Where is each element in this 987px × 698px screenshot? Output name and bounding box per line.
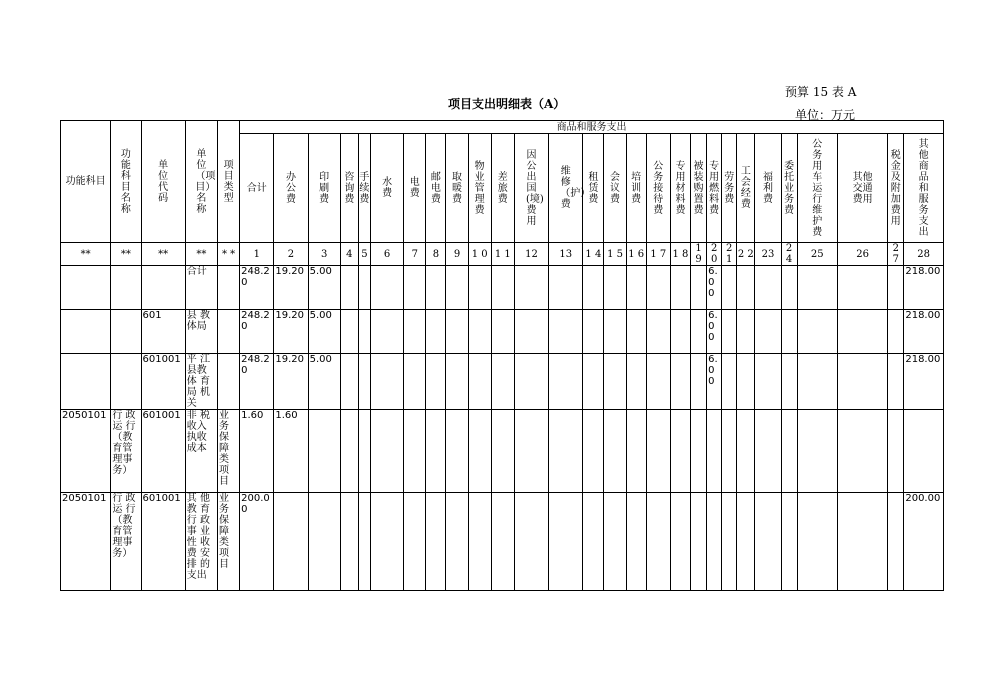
column-number: 1 xyxy=(240,243,274,266)
table-cell xyxy=(737,310,755,354)
table-cell xyxy=(583,266,604,310)
column-number: 1 0 xyxy=(468,243,491,266)
table-cell xyxy=(781,266,797,310)
header-label: 会议费 xyxy=(610,171,621,205)
table-cell xyxy=(797,310,837,354)
table-cell xyxy=(491,310,514,354)
table-cell xyxy=(468,266,491,310)
table-cell xyxy=(670,410,690,493)
table-cell: 6. 00 xyxy=(707,266,722,310)
column-number: 6 xyxy=(370,243,403,266)
table-cell xyxy=(646,493,670,591)
table-cell xyxy=(61,266,111,310)
header-label: 合计 xyxy=(246,182,267,194)
table-cell xyxy=(549,493,583,591)
column-number: 2 4 xyxy=(781,243,797,266)
column-number: 9 xyxy=(446,243,468,266)
expense-table xyxy=(60,120,944,591)
header-cell xyxy=(404,134,426,243)
table-cell xyxy=(358,410,370,493)
table-cell xyxy=(646,410,670,493)
table-cell xyxy=(737,266,755,310)
header-cell xyxy=(185,121,217,243)
unit-label: 单位：万元 xyxy=(795,108,856,122)
column-number: 5 xyxy=(358,243,370,266)
table-cell xyxy=(646,310,670,354)
table-cell: 2050101 xyxy=(61,493,111,591)
table-cell xyxy=(446,354,468,410)
header-cell xyxy=(340,134,358,243)
table-cell xyxy=(888,266,904,310)
header-label: 邮电费 xyxy=(430,171,441,205)
table-cell xyxy=(514,310,548,354)
table-cell xyxy=(755,354,781,410)
header-label: 因公出国(境)费用 xyxy=(525,149,544,227)
table-cell: 248.20 xyxy=(240,266,274,310)
table-cell xyxy=(888,493,904,591)
table-cell xyxy=(837,493,887,591)
header-cell xyxy=(604,134,626,243)
table-cell xyxy=(61,310,111,354)
table-cell xyxy=(446,493,468,591)
header-label: 印刷费 xyxy=(319,171,330,205)
header-cell xyxy=(274,134,308,243)
table-cell xyxy=(308,410,340,493)
table-cell xyxy=(797,493,837,591)
header-label: 电费 xyxy=(409,177,420,199)
table-cell: 5.00 xyxy=(308,354,340,410)
table-cell xyxy=(514,410,548,493)
table-row xyxy=(61,266,944,310)
column-number: 1 6 xyxy=(626,243,646,266)
table-cell xyxy=(583,354,604,410)
header-label: 物业管理费 xyxy=(474,160,485,216)
header-cell xyxy=(670,134,690,243)
table-cell xyxy=(491,354,514,410)
column-number: ** xyxy=(61,243,111,266)
table-cell: 218.00 xyxy=(904,354,944,410)
header-label: 税金及附加费用 xyxy=(890,149,901,227)
table-cell xyxy=(468,354,491,410)
table-cell xyxy=(722,266,737,310)
table-cell xyxy=(755,493,781,591)
column-number: * * xyxy=(218,243,240,266)
header-cell xyxy=(446,134,468,243)
table-cell xyxy=(274,493,308,591)
column-number: 1 8 xyxy=(670,243,690,266)
table-cell: 5.00 xyxy=(308,310,340,354)
header-cell xyxy=(722,134,737,243)
table-cell: 248.20 xyxy=(240,354,274,410)
header-cell xyxy=(691,134,707,243)
table-cell xyxy=(549,266,583,310)
table-cell: 2050101 xyxy=(61,410,111,493)
table-cell: 6. 00 xyxy=(707,354,722,410)
column-number: 2 7 xyxy=(888,243,904,266)
header-label: 公务用车运行维护费 xyxy=(812,138,823,238)
column-number: 1 1 xyxy=(491,243,514,266)
column-number: 7 xyxy=(404,243,426,266)
table-cell xyxy=(491,493,514,591)
header-label: 专用燃料费 xyxy=(709,160,720,216)
table-cell xyxy=(583,493,604,591)
header-label: 功能科目名称 xyxy=(120,148,131,215)
table-cell xyxy=(141,266,185,310)
header-label: 手续费 xyxy=(359,171,370,205)
table-cell xyxy=(370,266,403,310)
table-cell xyxy=(426,310,446,354)
table-cell: 县 教 体局 xyxy=(185,310,217,354)
header-label: 水费 xyxy=(382,177,393,199)
table-cell xyxy=(468,493,491,591)
column-number: 2 1 xyxy=(722,243,737,266)
header-cell xyxy=(468,134,491,243)
header-cell xyxy=(308,134,340,243)
table-cell xyxy=(904,410,944,493)
table-cell xyxy=(722,310,737,354)
table-cell xyxy=(626,354,646,410)
table-cell: 601001 xyxy=(141,354,185,410)
table-cell xyxy=(707,493,722,591)
table-cell xyxy=(370,354,403,410)
category-band: 商品和服务支出 xyxy=(240,121,944,134)
table-cell xyxy=(340,410,358,493)
header-cell xyxy=(707,134,722,243)
table-row xyxy=(61,354,944,410)
table-cell: 行 政 运 行（教 育管 理事 务） xyxy=(111,493,141,591)
table-cell xyxy=(837,410,887,493)
table-cell xyxy=(583,310,604,354)
header-label: 咨询费 xyxy=(344,171,355,205)
table-cell xyxy=(426,493,446,591)
table-cell xyxy=(404,310,426,354)
table-cell xyxy=(626,310,646,354)
table-cell xyxy=(604,410,626,493)
table-cell xyxy=(626,266,646,310)
table-cell xyxy=(781,410,797,493)
header-cell xyxy=(797,134,837,243)
column-number: 3 xyxy=(308,243,340,266)
table-cell xyxy=(61,354,111,410)
column-number: 1 7 xyxy=(646,243,670,266)
header-cell xyxy=(549,134,591,243)
table-cell xyxy=(340,493,358,591)
table-cell xyxy=(837,354,887,410)
table-cell xyxy=(404,493,426,591)
table-cell xyxy=(626,410,646,493)
table-cell: 业务保障类项目 xyxy=(218,410,240,493)
header-cell xyxy=(426,134,446,243)
table-cell xyxy=(340,354,358,410)
table-cell xyxy=(370,410,403,493)
table-cell: 1.60 xyxy=(240,410,274,493)
table-cell xyxy=(797,410,837,493)
header-label: 功能科目 xyxy=(65,176,106,187)
table-cell xyxy=(549,354,583,410)
header-label: 办公费 xyxy=(285,171,296,205)
header-label: 项目类型 xyxy=(223,159,234,204)
header-label: 取暖费 xyxy=(452,171,463,205)
table-cell xyxy=(111,310,141,354)
table-cell: 200.00 xyxy=(904,493,944,591)
column-number: 23 xyxy=(755,243,781,266)
table-cell: 218.00 xyxy=(904,310,944,354)
table-cell xyxy=(358,266,370,310)
header-cell xyxy=(646,134,670,243)
header-label: 福利费 xyxy=(762,171,773,205)
table-cell xyxy=(514,354,548,410)
table-cell xyxy=(646,266,670,310)
header-cell xyxy=(491,134,514,243)
table-cell xyxy=(218,310,240,354)
column-number: 2 0 xyxy=(707,243,722,266)
table-cell xyxy=(755,310,781,354)
form-code: 预算 15 表 A xyxy=(785,85,857,99)
table-cell xyxy=(670,354,690,410)
header-cell xyxy=(61,121,111,243)
table-cell xyxy=(691,410,707,493)
header-label: 其他交通费用 xyxy=(852,171,873,205)
header-label: 单位（项目）名称 xyxy=(195,148,216,215)
column-number: 12 xyxy=(514,243,548,266)
table-cell xyxy=(604,266,626,310)
table-cell: 601001 xyxy=(141,410,185,493)
table-cell: 5.00 xyxy=(308,266,340,310)
table-cell xyxy=(722,410,737,493)
table-cell xyxy=(670,266,690,310)
table-cell xyxy=(404,410,426,493)
header-cell xyxy=(358,134,370,243)
table-cell: 19.20 xyxy=(274,310,308,354)
header-label: 培训费 xyxy=(631,171,642,205)
column-number: ** xyxy=(185,243,217,266)
table-cell xyxy=(691,310,707,354)
column-number: 2 2 xyxy=(737,243,755,266)
header-label: 差旅费 xyxy=(497,171,508,205)
table-cell xyxy=(691,354,707,410)
table-cell xyxy=(583,410,604,493)
table-cell xyxy=(111,354,141,410)
table-cell: 6. 00 xyxy=(707,310,722,354)
table-cell xyxy=(670,310,690,354)
table-cell: 248.20 xyxy=(240,310,274,354)
table-cell xyxy=(426,354,446,410)
table-cell: 218.00 xyxy=(904,266,944,310)
table-cell xyxy=(888,410,904,493)
table-cell: 业务保障类项目 xyxy=(218,493,240,591)
header-cell xyxy=(514,134,548,243)
table-cell xyxy=(404,266,426,310)
table-cell xyxy=(797,354,837,410)
page-title: 项目支出明细表（A） xyxy=(448,97,566,111)
column-number: ** xyxy=(141,243,185,266)
header-label: 租赁费 xyxy=(588,171,599,205)
column-number: 28 xyxy=(904,243,944,266)
table-cell xyxy=(218,266,240,310)
table-cell xyxy=(404,354,426,410)
table-cell xyxy=(514,493,548,591)
table-cell xyxy=(604,354,626,410)
table-cell xyxy=(722,354,737,410)
table-cell xyxy=(549,410,583,493)
table-cell xyxy=(491,266,514,310)
table-cell: 19.20 xyxy=(274,354,308,410)
table-cell xyxy=(737,354,755,410)
table-cell xyxy=(370,493,403,591)
table-cell xyxy=(837,266,887,310)
header-cell xyxy=(240,134,274,243)
table-cell: 601 xyxy=(141,310,185,354)
table-cell xyxy=(626,493,646,591)
table-cell xyxy=(491,410,514,493)
header-cell xyxy=(626,134,646,243)
table-cell xyxy=(781,493,797,591)
header-cell xyxy=(111,121,141,243)
header-label: 公务接待费 xyxy=(653,160,664,216)
header-label: 劳务费 xyxy=(724,171,735,205)
table-cell xyxy=(370,310,403,354)
table-cell: 601001 xyxy=(141,493,185,591)
column-number: 1 5 xyxy=(604,243,626,266)
table-cell: 行 政 运 行（教 育管 理事 务） xyxy=(111,410,141,493)
table-cell xyxy=(514,266,548,310)
table-row xyxy=(61,410,944,493)
table-cell xyxy=(797,266,837,310)
column-number: 1 9 xyxy=(691,243,707,266)
table-cell xyxy=(358,310,370,354)
header-cell xyxy=(904,134,944,243)
table-cell xyxy=(446,310,468,354)
table-cell xyxy=(781,310,797,354)
table-cell: 其 他教 育行 政事 业性 收费 安排 的支出 xyxy=(185,493,217,591)
table-cell xyxy=(468,410,491,493)
table-cell xyxy=(468,310,491,354)
table-cell xyxy=(426,266,446,310)
table-cell xyxy=(888,354,904,410)
table-cell xyxy=(218,354,240,410)
table-row xyxy=(61,493,944,591)
table-cell xyxy=(888,310,904,354)
header-label: 专用材料费 xyxy=(675,160,686,216)
table-cell xyxy=(604,310,626,354)
table-row xyxy=(61,310,944,354)
table-cell xyxy=(737,493,755,591)
column-number: 25 xyxy=(797,243,837,266)
table-cell: 合计 xyxy=(185,266,217,310)
header-label: 维修（护）费 xyxy=(560,166,591,210)
table-cell xyxy=(646,354,670,410)
table-cell: 1.60 xyxy=(274,410,308,493)
column-number: ** xyxy=(111,243,141,266)
column-number: 8 xyxy=(426,243,446,266)
table-cell xyxy=(111,266,141,310)
table-cell xyxy=(340,266,358,310)
table-cell xyxy=(737,410,755,493)
table-cell: 平 江 县教体 育局 机关 xyxy=(185,354,217,410)
header-cell xyxy=(888,134,904,243)
table-cell xyxy=(691,493,707,591)
column-number: 4 xyxy=(340,243,358,266)
table-cell xyxy=(604,493,626,591)
table-cell xyxy=(755,266,781,310)
header-label: 工会经费 xyxy=(740,166,751,210)
header-cell xyxy=(218,121,240,243)
header-cell xyxy=(370,134,403,243)
header-cell xyxy=(737,134,755,243)
header-cell xyxy=(141,121,185,243)
header-cell xyxy=(781,134,797,243)
header-label: 委托业务费 xyxy=(784,160,795,216)
table-cell xyxy=(722,493,737,591)
table-cell xyxy=(837,310,887,354)
table-cell xyxy=(358,493,370,591)
column-number: 13 xyxy=(549,243,583,266)
table-cell: 19.20 xyxy=(274,266,308,310)
table-cell xyxy=(691,266,707,310)
column-number: 26 xyxy=(837,243,887,266)
table-cell xyxy=(446,266,468,310)
table-cell xyxy=(358,354,370,410)
table-cell xyxy=(755,410,781,493)
table-cell: 非 税 收入 执收 成本 xyxy=(185,410,217,493)
table-cell xyxy=(426,410,446,493)
table-cell xyxy=(781,354,797,410)
header-label: 其他商品和服务支出 xyxy=(918,138,929,238)
table-cell xyxy=(549,310,583,354)
table-cell xyxy=(670,493,690,591)
header-label: 单位代码 xyxy=(158,159,169,204)
header-label: 被装购置费 xyxy=(693,160,704,216)
header-cell xyxy=(837,134,887,243)
header-cell xyxy=(755,134,781,243)
table-cell xyxy=(446,410,468,493)
column-number: 2 xyxy=(274,243,308,266)
table-cell xyxy=(707,410,722,493)
column-number: 1 4 xyxy=(583,243,604,266)
table-cell xyxy=(308,493,340,591)
table-cell: 200.00 xyxy=(240,493,274,591)
table-cell xyxy=(340,310,358,354)
